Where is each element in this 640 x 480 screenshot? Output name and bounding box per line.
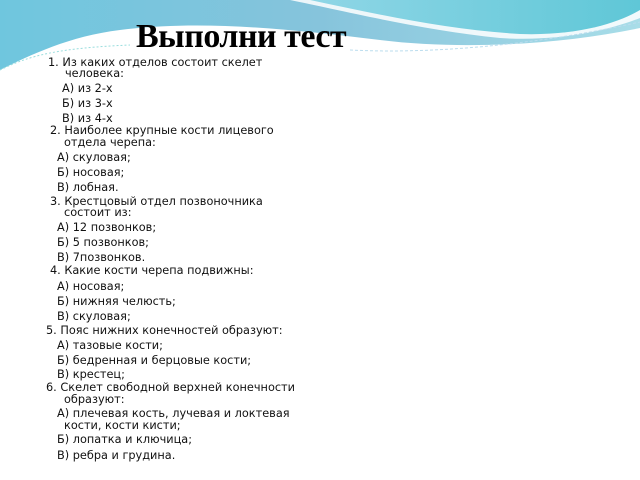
question-6-text: образуют: bbox=[64, 393, 125, 406]
question-2-option: А) скуловая; bbox=[57, 151, 131, 164]
question-1-option: А) из 2-х bbox=[62, 82, 113, 95]
question-1-option: Б) из 3-х bbox=[62, 97, 113, 110]
question-5-text: 5. Пояс нижних конечностей образуют: bbox=[46, 324, 283, 337]
question-6-text: 6. Скелет свободной верхней конечности bbox=[46, 381, 295, 394]
slide-title: Выполни тест bbox=[136, 18, 347, 55]
question-5-option: В) крестец; bbox=[57, 368, 125, 381]
question-4-text: 4. Какие кости черепа подвижны: bbox=[50, 264, 254, 277]
question-2-text: отдела черепа: bbox=[64, 136, 156, 149]
question-3-text: 3. Крестцовый отдел позвоночника bbox=[50, 195, 263, 208]
question-1-option: В) из 4-х bbox=[62, 112, 113, 125]
question-5-option: А) тазовые кости; bbox=[57, 339, 163, 352]
question-3-option: А) 12 позвонков; bbox=[57, 221, 157, 234]
question-3-text: состоит из: bbox=[64, 206, 132, 219]
question-6-option: кости, кости кисти; bbox=[64, 419, 181, 432]
question-4-option: Б) нижняя челюсть; bbox=[57, 295, 176, 308]
question-4-option: А) носовая; bbox=[57, 280, 125, 293]
question-3-option: Б) 5 позвонков; bbox=[57, 236, 149, 249]
question-6-option: Б) лопатка и ключица; bbox=[57, 433, 193, 446]
question-6-option: А) плечевая кость, лучевая и локтевая bbox=[57, 407, 290, 420]
question-2-option: Б) носовая; bbox=[57, 166, 125, 179]
question-2-option: В) лобная. bbox=[57, 181, 119, 194]
question-6-option: В) ребра и грудина. bbox=[57, 449, 176, 462]
question-3-option: В) 7позвонков. bbox=[57, 251, 146, 264]
question-1-text: человека: bbox=[65, 67, 124, 80]
question-4-option: В) скуловая; bbox=[57, 310, 131, 323]
question-2-text: 2. Наиболее крупные кости лицевого bbox=[50, 124, 274, 137]
question-5-option: Б) бедренная и берцовые кости; bbox=[57, 354, 252, 367]
question-1-text: 1. Из каких отделов состоит скелет bbox=[48, 56, 263, 69]
